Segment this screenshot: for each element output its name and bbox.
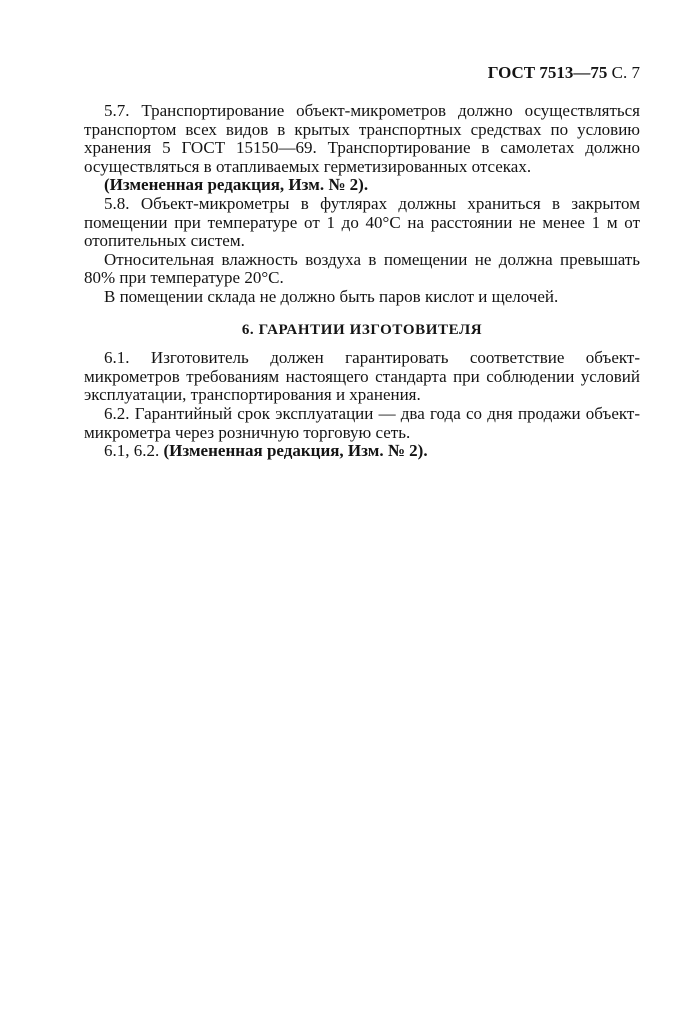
standard-id: ГОСТ 7513—75	[487, 63, 608, 82]
amendment-reference: 6.1, 6.2.	[104, 441, 160, 461]
amendment-note-6	[84, 442, 640, 461]
page-number: С. 7	[611, 63, 640, 82]
amendment-note-5-7: (Измененная редакция, Изм. № 2).	[104, 175, 369, 195]
paragraph-6-1: 6.1. Изготовитель должен гарантировать соответствие объект-микрометров требованиям настоящего стандарта при соблюдении условий эксплуатации, транспортирования и хранения.	[84, 348, 640, 405]
page-header	[488, 63, 640, 83]
amendment-label: (Измененная редакция, Изм. № 2).	[163, 441, 428, 461]
paragraph-warehouse: В помещении склада не должно быть паров кислот и щелочей.	[104, 286, 559, 306]
section-6-title: 6. ГАРАНТИИ ИЗГОТОВИТЕЛЯ	[241, 321, 483, 338]
paragraph-5-7: 5.7. Транспортирование объект-микрометров должно осуществляться транспортом всех видов в крытых транспортных средствах по условию хранения 5 ГОСТ 15150—69. Транспортирование в самолетах должно осуществляться в отапливаемых герметизированных отсеках.	[84, 101, 640, 176]
paragraph-humidity: Относительная влажность воздуха в помещении не должна превышать 80% при температуре 20°С.	[84, 249, 640, 288]
paragraph-5-8: 5.8. Объект-микрометры в футлярах должны храниться в закрытом помещении при температуре от 1 до 40°С на расстоянии не менее 1 м от отопительных систем.	[84, 193, 640, 251]
page-content	[84, 102, 640, 461]
paragraph-6-2: 6.2. Гарантийный срок эксплуатации — два года со дня продажи объект-микрометра через розничную торговую сеть.	[84, 403, 640, 442]
